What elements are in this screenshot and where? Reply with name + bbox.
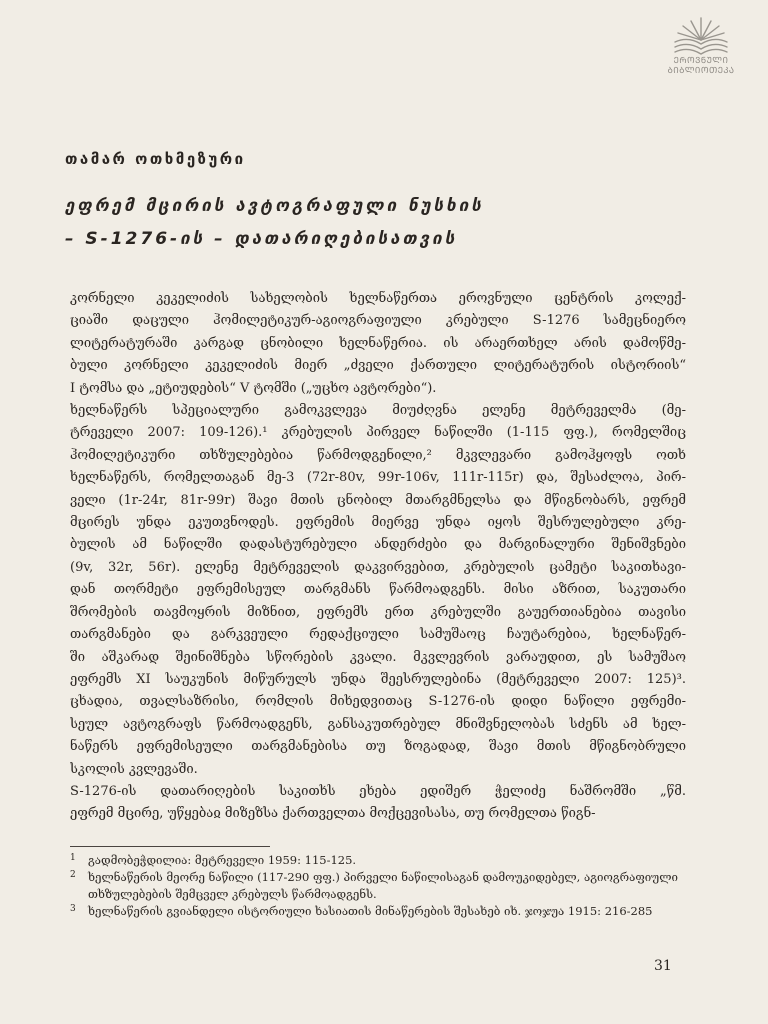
body-line: კორნელი კეკელიძის სახელობის ხელნაწერთა ეროვნული ცენტრის კოლექ- — [70, 291, 686, 306]
body-line: ცხადია, თვალსაზრისი, რომლის მიხედვითაც S-1276-ის დიდი ნაწილი ეფრემი- — [70, 694, 686, 710]
footnote-text: გადმობეჭდილია: მეტრეველი 1959: 115-125. — [88, 853, 357, 867]
body-line: ციაში დაცული ჰომილეტიკურ-აგიოგრაფიული კრებული S-1276 სამეცნიერო — [70, 313, 686, 329]
body-line: შრომების თავმოყრის მიზნით, ეფრემს ერთ კრებულში გაუერთიანებია თავისი — [70, 604, 686, 620]
body-line: ეფრემ მცირე, უწყებაჲ მიზეზსა ქართველთა მოქცევისასა, თუ რომელთა წიგნ- — [70, 806, 596, 822]
logo-text-line2: ᲑᲘᲑᲚᲘᲝᲗᲔᲙᲐ — [667, 66, 735, 76]
footnote-number: 1 — [70, 853, 76, 863]
body-line: თარგმანები და გარკვეული რედაქციული სამუშაოც ჩაუტარებია, ხელნაწერ- — [70, 627, 686, 643]
article-body — [70, 288, 686, 826]
page-number: 31 — [654, 958, 672, 974]
body-line: ხელნაწერს, რომელთაგან მე-3 (72r-80v, 99r-106v, 111r-115r) და, შესაძლოა, პირ- — [70, 470, 686, 486]
body-line: ბული კორნელი კეკელიძის მიერ „ძველი ქართული ლიტერატურის ისტორიის“ — [70, 358, 686, 374]
body-line: ში აშკარად შეინიშნება სწორების კვალი. მკვლევრის ვარაუდით, ეს სამუშაო — [70, 649, 686, 665]
footnote-divider — [70, 846, 270, 847]
footnote-number: 3 — [70, 904, 76, 914]
body-line: S-1276-ის დათარიღების საკითხს ეხება ედიშერ ჭელიძე ნაშრომში „წმ. — [70, 783, 686, 799]
footnote-3 — [70, 903, 690, 920]
footnote-text: ხელნაწერის მეორე ნაწილი (117-290 ფფ.) პირველი ნაწილისაგან დამოუკიდებელ, აგიოგრაფიული თხზულებების შემცველ კრებულს წარმოადგენს. — [88, 870, 678, 901]
footnote-text: ხელნაწერის გვიანდელი ისტორიული ხასიათის მინაწერების შესახებ იხ. ჯოჯუა 1915: 216-285 — [88, 904, 653, 918]
footnote-number: 2 — [70, 870, 76, 880]
body-line: ბულის ამ ნაწილში დადასტურებული ანდერძები და მარგინალური შენიშვნები — [70, 537, 686, 553]
footnote-2 — [70, 869, 690, 903]
article-title-line1: ეფრემ მცირის ავტოგრაფული ნუსხის — [65, 196, 484, 216]
body-line: ნაწერს ეფრემისეული თარგმანებისა თუ ზოგადად, შავი მთის მწიგნობრული — [70, 739, 686, 755]
body-line: ლიტერატურაში კარგად ცნობილი ხელნაწერია. ის არაერთხელ არის დამოწმე- — [70, 335, 686, 351]
body-line: სკოლის კვლევაში. — [70, 761, 198, 777]
body-line: დან თორმეტი ეფრემისეულ თარგმანს წარმოადგენს. მისი აზრით, საკუთარი — [70, 582, 686, 598]
body-line: ტრეველი 2007: 109-126).¹ კრებულის პირველ ნაწილში (1-115 ფფ.), რომელშიც — [70, 425, 686, 441]
body-line: სეულ ავტოგრაფს წარმოადგენს, განსაკუთრებულ მნიშვნელობას სძენს ამ ხელ- — [70, 716, 686, 732]
body-line: ველი (1r-24r, 81r-99r) შავი მთის ცნობილ მთარგმნელსა და მწიგნობარს, ეფრემ — [70, 492, 686, 508]
body-line: მცირეს უნდა ეკუთვნოდეს. ეფრემის მიერვე უნდა იყოს შესრულებული კრე- — [70, 515, 686, 531]
body-line: I ტომსა და „ეტიუდების“ V ტომში („უცხო ავტორები“). — [70, 380, 437, 396]
logo-text-line1: ᲔᲠᲝᲕᲜᲣᲚᲘ — [673, 56, 729, 66]
body-line: (9v, 32r, 56r). ელენე მეტრეველის დაკვირვებით, კრებულის ცამეტი საკითხავი- — [70, 559, 686, 575]
open-book-icon — [669, 14, 733, 56]
footnotes — [70, 852, 690, 920]
author-name: თამარ ოთხმეზური — [65, 150, 246, 168]
article-title-line2: – S-1276-ის – დათარიღებისათვის — [65, 229, 458, 249]
library-logo — [660, 14, 742, 84]
article-title — [65, 190, 484, 256]
footnote-1 — [70, 852, 690, 869]
body-line: ეფრემს XI საუკუნის მიწურულს უნდა შეესრულებინა (მეტრეველი 2007: 125)³. — [70, 671, 686, 687]
body-line: ხელნაწერს სპეციალური გამოკვლევა მიუძღვნა ელენე მეტრეველმა (მე- — [70, 403, 686, 419]
body-line: ჰომილეტიკური თხზულებებია წარმოდგენილი,² მკვლევარი გამოჰყოფს ოთხ — [70, 447, 686, 463]
